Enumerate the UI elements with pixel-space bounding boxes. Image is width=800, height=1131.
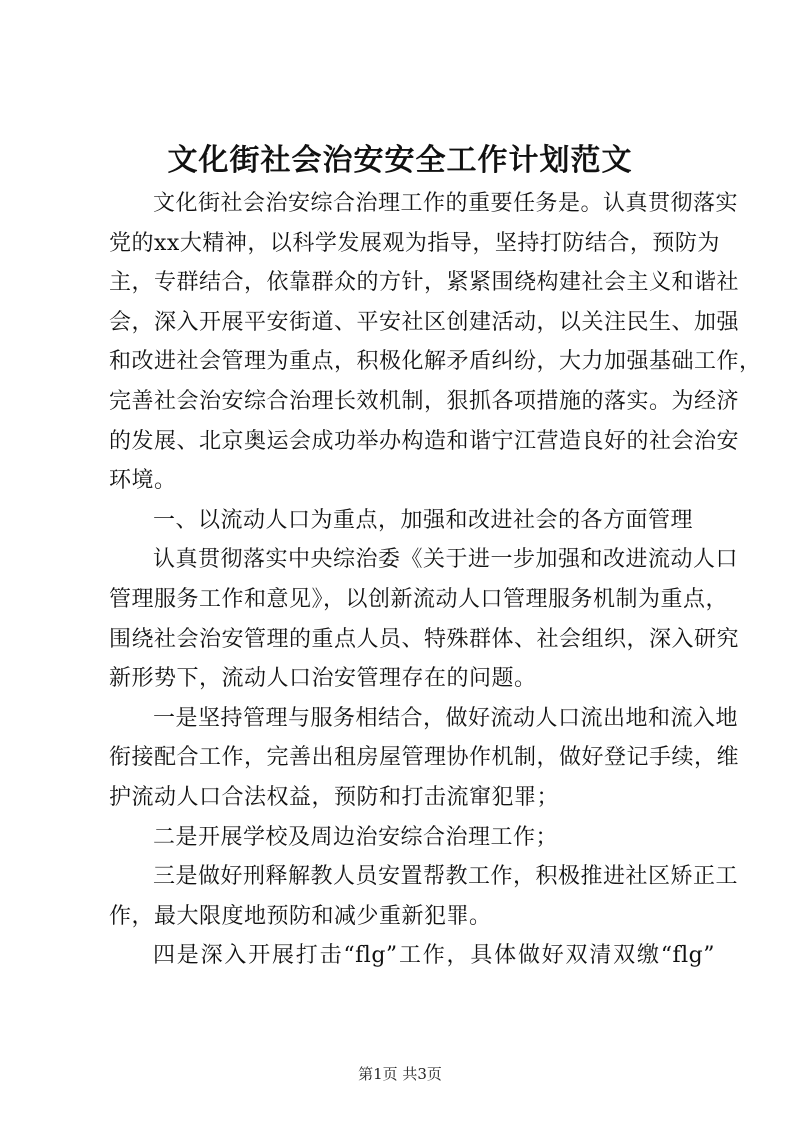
text-line: 二是开展学校及周边治安综合治理工作； (153, 824, 559, 850)
text-line: 管理服务工作和意见》，以创新流动人口管理服务机制为重点， (109, 586, 729, 612)
page-footer: 第1页 共3页 (358, 1065, 442, 1083)
text-line: 衔接配合工作，完善出租房屋管理协作机制，做好登记手续，维 (109, 745, 740, 771)
text-line: 作，最大限度地预防和减少重新犯罪。 (109, 903, 492, 929)
text-line: 完善社会治安综合治理长效机制，狠抓各项措施的落实。为经济 (109, 388, 740, 414)
document-body (109, 184, 762, 976)
text-line: 会，深入开展平安街道、平安社区创建活动，以关注民生、加强 (109, 309, 740, 335)
document-title: 文化街社会治安安全工作计划范文 (167, 143, 633, 178)
text-line: 认真贯彻落实中央综治委《关于进一步加强和改进流动人口 (153, 547, 739, 573)
section-heading: 一、以流动人口为重点，加强和改进社会的各方面管理 (153, 507, 694, 533)
text-line: 护流动人口合法权益，预防和打击流窜犯罪； (109, 784, 560, 810)
text-line: 一是坚持管理与服务相结合，做好流动人口流出地和流入地 (153, 705, 739, 731)
text-line: 四是深入开展打击“flg”工作，具体做好双清双缴“flg” (153, 943, 715, 969)
text-line: 文化街社会治安综合治理工作的重要任务是。认真贯彻落实 (153, 191, 739, 216)
text-line: 围绕社会治安管理的重点人员、特殊群体、社会组织，深入研究 (109, 626, 740, 652)
text-line: 环境。 (109, 468, 177, 494)
text-line: 的发展、北京奥运会成功举办构造和谐宁江营造良好的社会治安 (109, 428, 740, 454)
text-line: 新形势下，流动人口治安管理存在的问题。 (109, 666, 537, 692)
text-line: 主，专群结合，依靠群众的方针，紧紧围绕构建社会主义和谐社 (109, 270, 740, 296)
text-line: 三是做好刑释解教人员安置帮教工作，积极推进社区矫正工 (153, 864, 739, 890)
text-line: 和改进社会管理为重点，积极化解矛盾纠纷，大力加强基础工作， (109, 349, 762, 375)
text-line: 党的xx大精神，以科学发展观为指导，坚持打防结合，预防为 (109, 230, 720, 256)
